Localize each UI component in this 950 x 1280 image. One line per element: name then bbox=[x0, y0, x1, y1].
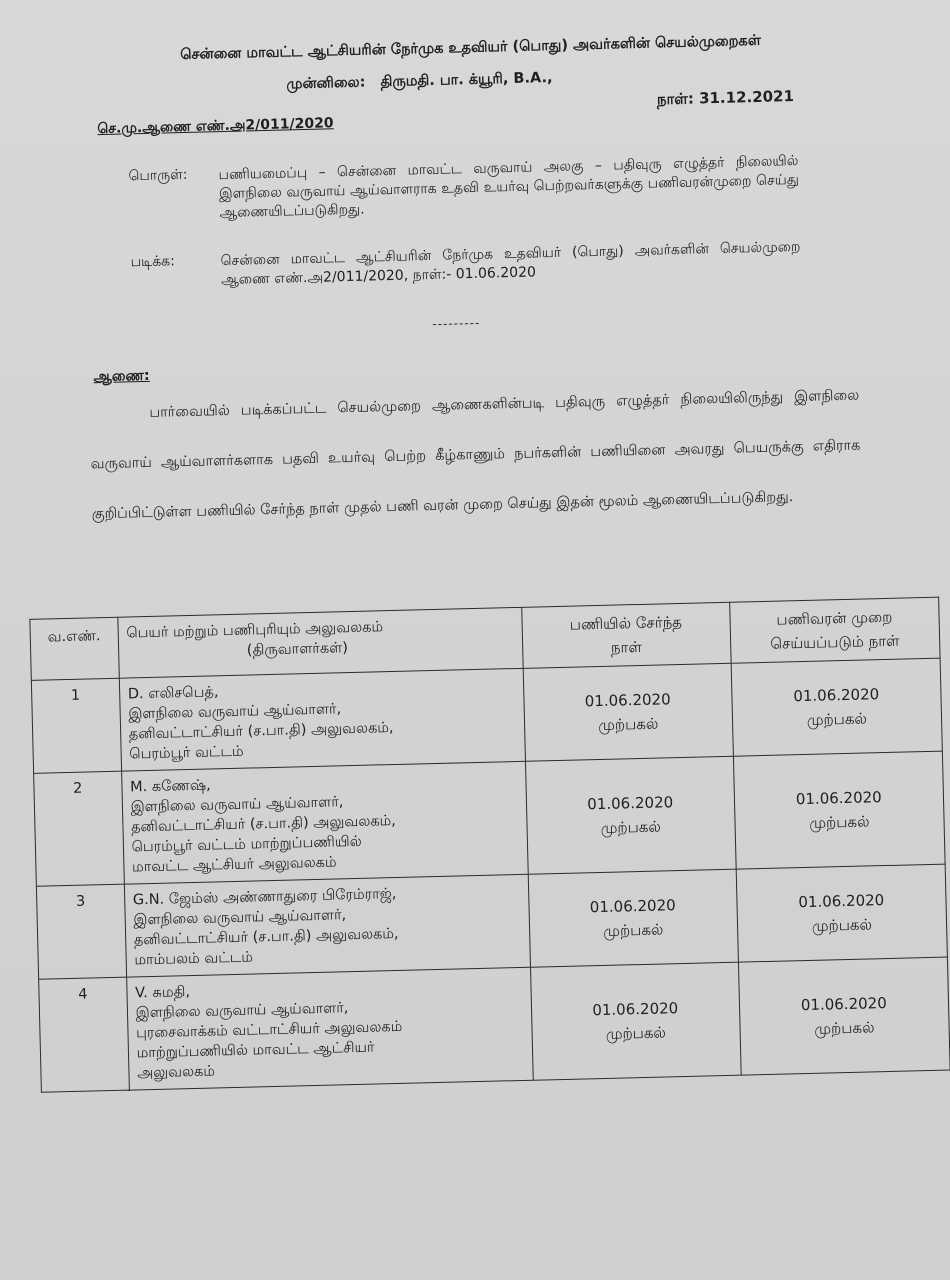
regularisation-date-session: முற்பகல் bbox=[814, 1018, 875, 1038]
regularisation-date-cell bbox=[736, 864, 948, 962]
employee-details bbox=[124, 874, 530, 977]
table-row bbox=[34, 751, 945, 886]
employee-detail-line: இளநிலை வருவாய் ஆய்வாளர், bbox=[135, 1000, 349, 1022]
joining-date-cell bbox=[530, 962, 741, 1080]
regularisation-date-session: முற்பகல் bbox=[811, 915, 873, 935]
employee-detail-line: மாற்றுப்பணியில் மாவட்ட ஆட்சியர் bbox=[136, 1039, 375, 1062]
order-title: ஆணை: bbox=[93, 367, 150, 386]
joining-date-session: முற்பகல் bbox=[605, 1023, 667, 1043]
joining-date-cell bbox=[528, 869, 738, 967]
joining-date: 01.06.2020 bbox=[584, 690, 671, 711]
employee-detail-line: அலுவலகம் bbox=[136, 1063, 216, 1082]
employee-details bbox=[121, 761, 528, 884]
regularisation-date: 01.06.2020 bbox=[795, 788, 882, 809]
employee-detail-line: மாம்பலம் வட்டம் bbox=[134, 949, 254, 969]
presence-name: திருமதி. பா. க்யூரி, B.A., bbox=[380, 69, 553, 91]
joining-date-cell bbox=[523, 663, 733, 761]
regularisation-date-cell bbox=[731, 658, 943, 756]
employee-detail-line: இளநிலை வருவாய் ஆய்வாளர், bbox=[133, 907, 347, 929]
regularisation-date-session: முற்பகல் bbox=[809, 812, 870, 832]
employee-details bbox=[126, 967, 533, 1090]
joining-date-session: முற்பகல் bbox=[603, 920, 664, 940]
employee-detail-line: பெரம்பூர் வட்டம் மாற்றுப்பணியில் bbox=[131, 833, 362, 856]
employee-detail-line: G.N. ஜேம்ஸ் அண்ணாதுரை பிரேம்ராஜ், bbox=[132, 885, 397, 909]
regularisation-date-cell bbox=[738, 957, 950, 1075]
regularisation-table bbox=[29, 597, 950, 1093]
regularisation-date: 01.06.2020 bbox=[800, 994, 887, 1015]
employee-detail-line: தனிவட்டாட்சியர் (ச.பா.தி) அலுவலகம், bbox=[130, 812, 397, 836]
regularisation-date: 01.06.2020 bbox=[798, 891, 885, 912]
header-joining-date: பணியில் சேர்ந்த நாள் bbox=[522, 602, 731, 668]
serial-number: 1 bbox=[31, 678, 121, 773]
table-body bbox=[31, 658, 950, 1092]
order-body: பார்வையில் படிக்கப்பட்ட செயல்முறை ஆணைகளின்படி பதிவுரு எழுத்தர் நிலையிலிருந்து இளநிலை வருவாய் ஆய்வாளர்களாக பதவி உயர்வு பெற்ற கீழ்காணும் நபர்களின் பணியினை அவரது பெயருக்கு எதிராக குறிப்பிட்டுள்ள பணியில் சேர்ந்த நாள் முதல் பணி வரன் முறை செய்து இதன் மூலம் ஆணையிடப்படுகிறது. bbox=[90, 387, 861, 523]
employee-detail-line: M. கணேஷ், bbox=[129, 777, 211, 796]
employee-details bbox=[119, 668, 525, 771]
header-serial: வ.எண். bbox=[30, 617, 119, 680]
serial-number: 4 bbox=[39, 977, 129, 1092]
joining-date: 01.06.2020 bbox=[587, 793, 674, 814]
joining-date-session: முற்பகல் bbox=[598, 714, 659, 735]
date-value: 31.12.2021 bbox=[698, 87, 795, 108]
employee-detail-line: புரசைவாக்கம் வட்டாட்சியர் அலுவலகம் bbox=[135, 1018, 403, 1042]
read-label: படிக்க: bbox=[130, 253, 176, 271]
serial-number: 2 bbox=[34, 771, 124, 886]
employee-detail-line: இளநிலை வருவாய் ஆய்வாளர், bbox=[128, 701, 342, 723]
table-row bbox=[39, 957, 950, 1092]
regularisation-date-session: முற்பகல் bbox=[806, 709, 868, 729]
regularisation-date-cell bbox=[733, 751, 945, 869]
header-regularisation-date: பணிவரன் முறை செய்யப்படும் நாள் bbox=[729, 597, 940, 663]
joining-date: 01.06.2020 bbox=[592, 999, 679, 1020]
subject-label: பொருள்: bbox=[128, 166, 188, 185]
employee-detail-line: D. எலிசபெத், bbox=[127, 684, 219, 703]
separator: --------- bbox=[432, 315, 481, 331]
presence-label: முன்னிலை: bbox=[286, 74, 366, 93]
document-title: சென்னை மாவட்ட ஆட்சியரின் நேர்முக உதவியர் (பொது) அவர்களின் செயல்முறைகள் bbox=[180, 32, 762, 64]
joining-date-cell bbox=[525, 756, 736, 874]
subject-text: பணியமைப்பு – சென்னை மாவட்ட வருவாய் அலகு – பதிவுரு எழுத்தர் நிலையில் இளநிலை வருவாய் ஆய்வாளராக உதவி உயர்வு பெற்றவர்களுக்கு பணிவரன்முறை செய்து ஆணையிடப்படுகிறது. bbox=[218, 152, 800, 222]
employee-detail-line: இளநிலை வருவாய் ஆய்வாளர், bbox=[130, 794, 344, 816]
employee-detail-line: பெரம்பூர் வட்டம் bbox=[129, 743, 244, 763]
employee-detail-line: V. சுமதி, bbox=[134, 984, 191, 1002]
header-name: பெயர் மற்றும் பணிபுரியும் அலுவலகம் (திருவாளர்கள்) bbox=[117, 607, 523, 678]
date-label: நாள்: bbox=[656, 89, 695, 109]
employee-detail-line: மாவட்ட ஆட்சியர் அலுவலகம் bbox=[131, 854, 337, 876]
reference-number: செ.மு.ஆணை எண்.அ2/011/2020 bbox=[97, 115, 334, 138]
regularisation-date: 01.06.2020 bbox=[793, 685, 880, 706]
joining-date: 01.06.2020 bbox=[589, 896, 676, 917]
order-date bbox=[657, 87, 795, 110]
serial-number: 3 bbox=[36, 884, 126, 979]
employee-detail-line: தனிவட்டாட்சியர் (ச.பா.தி) அலுவலகம், bbox=[133, 925, 399, 949]
read-text: சென்னை மாவட்ட ஆட்சியரின் நேர்முக உதவியர் (பொது) அவர்களின் செயல்முறை ஆணை எண்.அ2/011/2020, நாள்:- 01.06.2020 bbox=[220, 238, 801, 289]
employee-detail-line: தனிவட்டாட்சியர் (ச.பா.தி) அலுவலகம், bbox=[128, 720, 394, 743]
joining-date-session: முற்பகல் bbox=[600, 817, 662, 837]
